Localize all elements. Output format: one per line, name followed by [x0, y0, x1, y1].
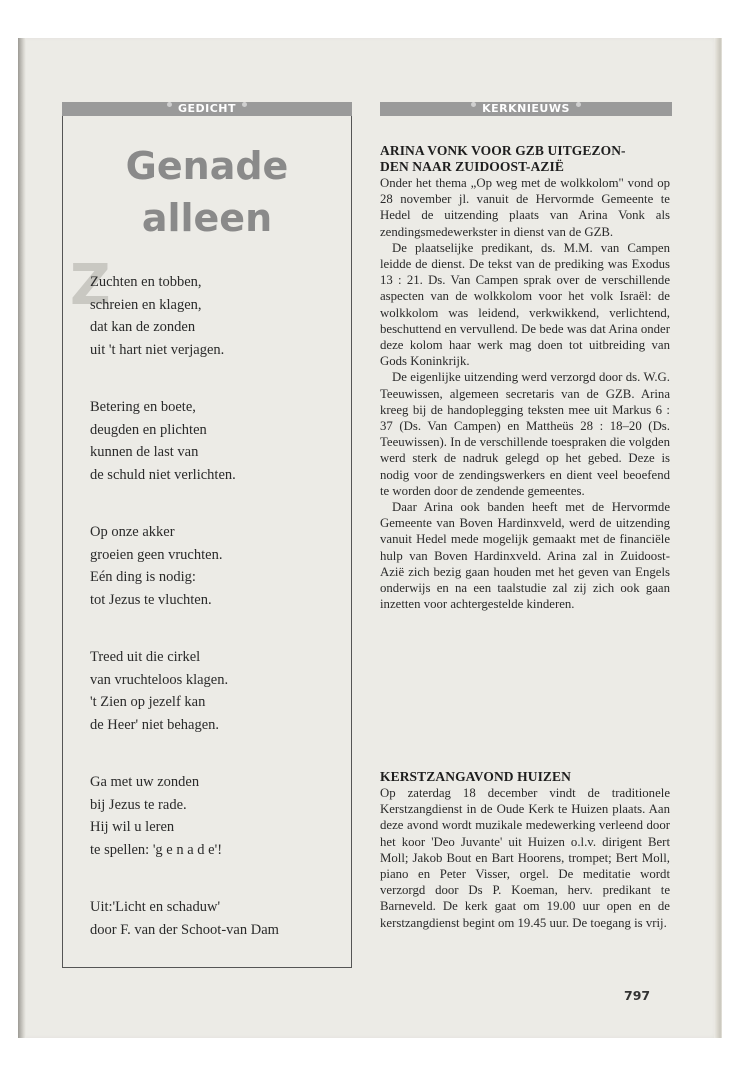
poem-line: bij Jezus te rade. — [90, 796, 187, 813]
poem-stanza — [90, 771, 340, 861]
poem-line: uit 't hart niet verjagen. — [90, 341, 225, 358]
poem-stanza — [90, 646, 340, 736]
poem-line: groeien geen vruchten. — [90, 546, 223, 563]
dot-icon — [576, 102, 581, 107]
poem-title-line: alleen — [141, 196, 273, 240]
article-headline — [380, 143, 670, 175]
poem-source-line: door F. van der Schoot-van Dam — [90, 921, 279, 938]
decorative-initial-icon: Z — [70, 253, 111, 318]
article-paragraph: Onder het thema „Op weg met de wolkkolom" vond op 28 november jl. vanuit de Hervormde Gemeente te Hedel de uitzending plaats van Arina Vonk als zendingsmedewerkster in dienst van de GZB. — [380, 176, 670, 239]
article-body — [380, 785, 670, 931]
poem-stanza — [90, 521, 340, 611]
poem-stanza — [90, 396, 340, 486]
poem-line: tot Jezus te vluchten. — [90, 591, 212, 608]
section-label-kerknieuws — [380, 102, 672, 116]
poem-line: Zuchten en tobben, — [90, 274, 202, 290]
section-label-text: GEDICHT — [177, 102, 237, 115]
poem-line: kunnen de last van — [90, 444, 199, 460]
page-number: 797 — [624, 988, 651, 1003]
poem-line: Eén ding is nodig: — [90, 569, 196, 585]
poem-line: Betering en boete, — [90, 399, 196, 415]
article-arina-vonk — [380, 143, 670, 612]
article-headline: KERSTZANGAVOND HUIZEN — [380, 769, 571, 784]
poem-line: Treed uit die cirkel — [90, 649, 201, 665]
headline-line: ARINA VONK VOOR GZB UITGEZON- — [380, 143, 626, 158]
section-label-text: KERKNIEUWS — [482, 102, 570, 115]
poem-line: dat kan de zonden — [90, 319, 196, 335]
poem-source — [90, 896, 340, 941]
poem-line: deugden en plichten — [90, 421, 207, 438]
article-kerstzangavond — [380, 769, 670, 931]
poem-title-line: Genade — [125, 144, 289, 188]
article-paragraph: De plaatselijke predikant, ds. M.M. van Campen leidde de dienst. De tekst van de prediking was Exodus 13 : 21. Ds. Van Campen sprak over de verschillende aspecten van de wolkkolom voor het volk Israël: de wolkkolom was leidend, verkwikkend, verlichtend, beschuttend en vervullend. De bede was dat Arina onder deze kolom haar werk mag doen tot uitbreiding van Gods Koninkrijk. — [380, 240, 670, 369]
binding-shadow — [18, 38, 26, 1038]
poem-line: Hij wil u leren — [90, 819, 175, 835]
poem-line: Op onze akker — [90, 524, 175, 540]
headline-line: DEN NAAR ZUIDOOST-AZIË — [380, 159, 564, 174]
poem-line: schreien en klagen, — [90, 296, 202, 313]
poem-line: Ga met uw zonden — [90, 774, 200, 790]
article-paragraph: Op zaterdag 18 december vindt de traditionele Kerstzangdienst in de Oude Kerk te Huizen plaats. Aan deze avond wordt muzikale medewerking verleend door het koor 'Deo Juvante' uit Huizen o.l.v. dirigent Bert Moll; Jakob Bout en Bart Hoorens, trompet; Bert Moll, piano en Peter Visser, orgel. De meditatie wordt verzorgd door Ds P. Koeman, herv. predikant te Barneveld. De kerk gaat om 19.00 uur open en de kerstzangdienst begint om 19.45 uur. De toegang is vrij. — [380, 786, 670, 930]
poem-line: te spellen: 'g e n a d e'! — [90, 841, 223, 858]
poem-title — [62, 140, 352, 244]
section-label-gedicht — [62, 102, 352, 116]
poem-line: de Heer' niet behagen. — [90, 716, 220, 733]
page-edge — [714, 38, 722, 1038]
poem-source-line: Uit:'Licht en schaduw' — [90, 899, 221, 915]
article-paragraph: De eigenlijke uitzending werd verzorgd door ds. W.G. Teeuwissen, algemeen secretaris van de GZB. Arina kreeg bij de handoplegging teksten mee uit Markus 6 : 37 (Ds. Van Campen) en Mattheüs 28 : 18–20 (Ds. Teeuwissen). In de verschillende toespraken die volgden werd sterk de nadruk gelegd op het gebed. Deze is nodig voor de zendingswerkers en dient veel beoefend te worden door de zendende gemeentes. — [380, 370, 670, 498]
dot-icon — [471, 102, 476, 107]
dot-icon — [242, 102, 247, 107]
poem-stanza — [90, 271, 340, 361]
dot-icon — [167, 102, 172, 107]
article-paragraph: Daar Arina ook banden heeft met de Hervormde Gemeente van Boven Hardinxveld, werd de uitzending vanuit Hedel mede mogelijk gemaakt met de financiële hulp van Boven Hardinxveld. Arina zal in Zuidoost-Azië zich bezig gaan houden met het geven van Engels onderwijs en na een taalstudie zal zij zich ook gaan inzetten voor achtergestelde kinderen. — [380, 500, 670, 612]
article-body — [380, 175, 670, 612]
poem-line: 't Zien op jezelf kan — [90, 694, 206, 710]
poem-line: van vruchteloos klagen. — [90, 671, 229, 688]
poem-line: de schuld niet verlichten. — [90, 466, 236, 483]
